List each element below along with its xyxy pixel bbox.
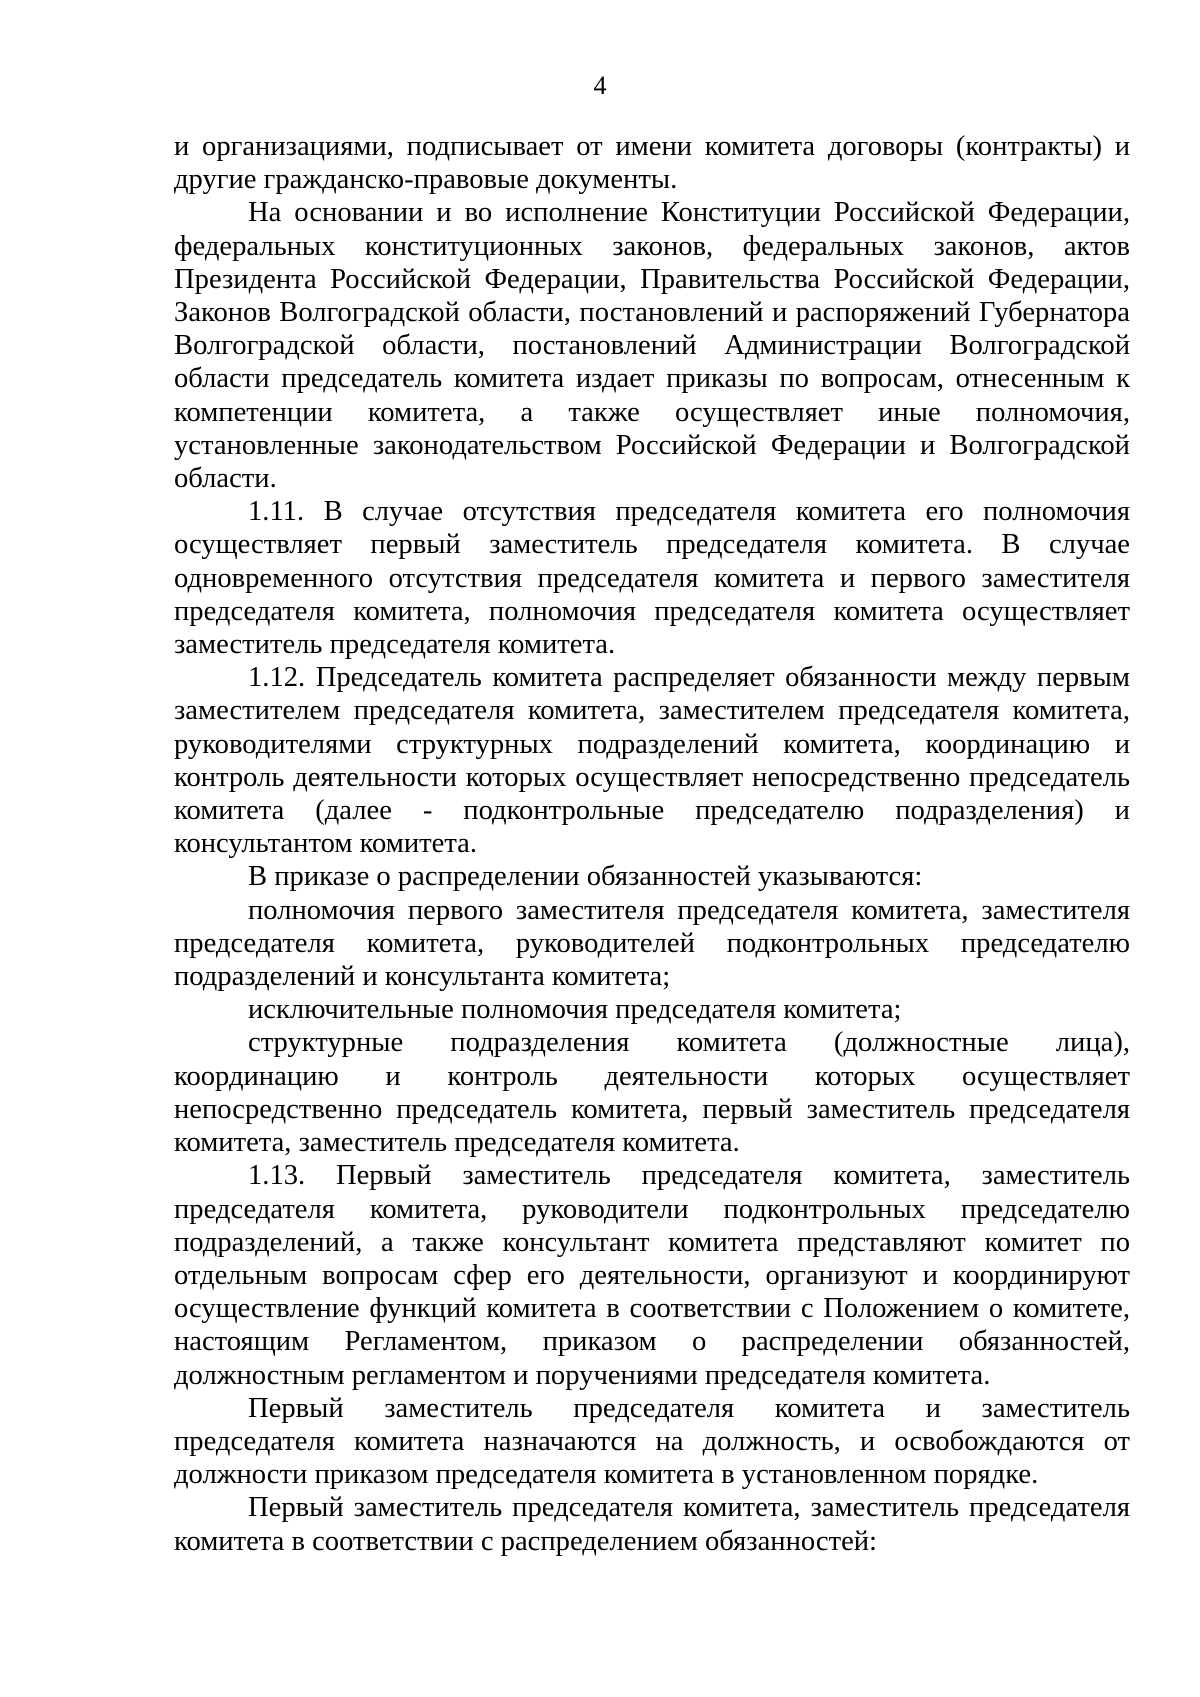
paragraph-1-11: 1.11. В случае отсутствия председателя комитета его полномочия осуществляет первый заместитель председателя комитета. В случае одновременного отсутствия председателя комитета и первого заместителя председателя комитета, полномочия председателя комитета осуществляет заместитель председателя комитета. xyxy=(174,496,1130,661)
paragraph-1-13: 1.13. Первый заместитель председателя комитета, заместитель председателя комитета, руководители подконтрольных председателю подразделений, а также консультант комитета представляют комитет по отдельным вопросам сфер его деятельности, организуют и координируют осуществление функций комитета в соответствии с Положением о комитете, настоящим Регламентом, приказом о распределении обязанностей, должностным регламентом и поручениями председателя комитета. xyxy=(174,1160,1130,1391)
paragraph-continuation: и организациями, подписывает от имени комитета договоры (контракты) и другие гражданско-правовые документы. xyxy=(174,131,1130,196)
paragraph-list-item-units: структурные подразделения комитета (должностные лица), координацию и контроль деятельности которых осуществляет непосредственно председатель комитета, первый заместитель председателя комитета, заместитель председателя комитета. xyxy=(174,1027,1130,1159)
paragraph-duties-intro: Первый заместитель председателя комитета, заместитель председателя комитета в соответствии с распределением обязанностей: xyxy=(174,1492,1130,1557)
paragraph-order-contents: В приказе о распределении обязанностей указываются: xyxy=(248,861,923,893)
document-body xyxy=(174,130,1130,1558)
paragraph-appointment: Первый заместитель председателя комитета и заместитель председателя комитета назначаются на должность, и освобождаются от должности приказом председателя комитета в установленном порядке. xyxy=(174,1392,1130,1491)
paragraph-list-item-powers: полномочия первого заместителя председателя комитета, заместителя председателя комитета, руководителей подконтрольных председателю подразделений и консультанта комитета; xyxy=(174,894,1130,993)
page-number: 4 xyxy=(593,71,607,100)
paragraph-list-item-exclusive: исключительные полномочия председателя комитета; xyxy=(248,994,902,1026)
paragraph-legal-basis: На основании и во исполнение Конституции Российской Федерации, федеральных конституционных законов, федеральных законов, актов Президента Российской Федерации, Правительства Российской Федерации, Законов Волгоградской области, постановлений и распоряжений Губернатора Волгоградской области, постановлений Администрации Волгоградской области председатель комитета издает приказы по вопросам, отнесенным к компетенции комитета, а также осуществляет иные полномочия, установленные законодательством Российской Федерации и Волгоградской области. xyxy=(174,197,1130,495)
paragraph-1-12: 1.12. Председатель комитета распределяет обязанности между первым заместителем председателя комитета, заместителем председателя комитета, руководителями структурных подразделений комитета, координацию и контроль деятельности которых осуществляет непосредственно председатель комитета (далее - подконтрольные председателю подразделения) и консультантом комитета. xyxy=(174,662,1130,860)
